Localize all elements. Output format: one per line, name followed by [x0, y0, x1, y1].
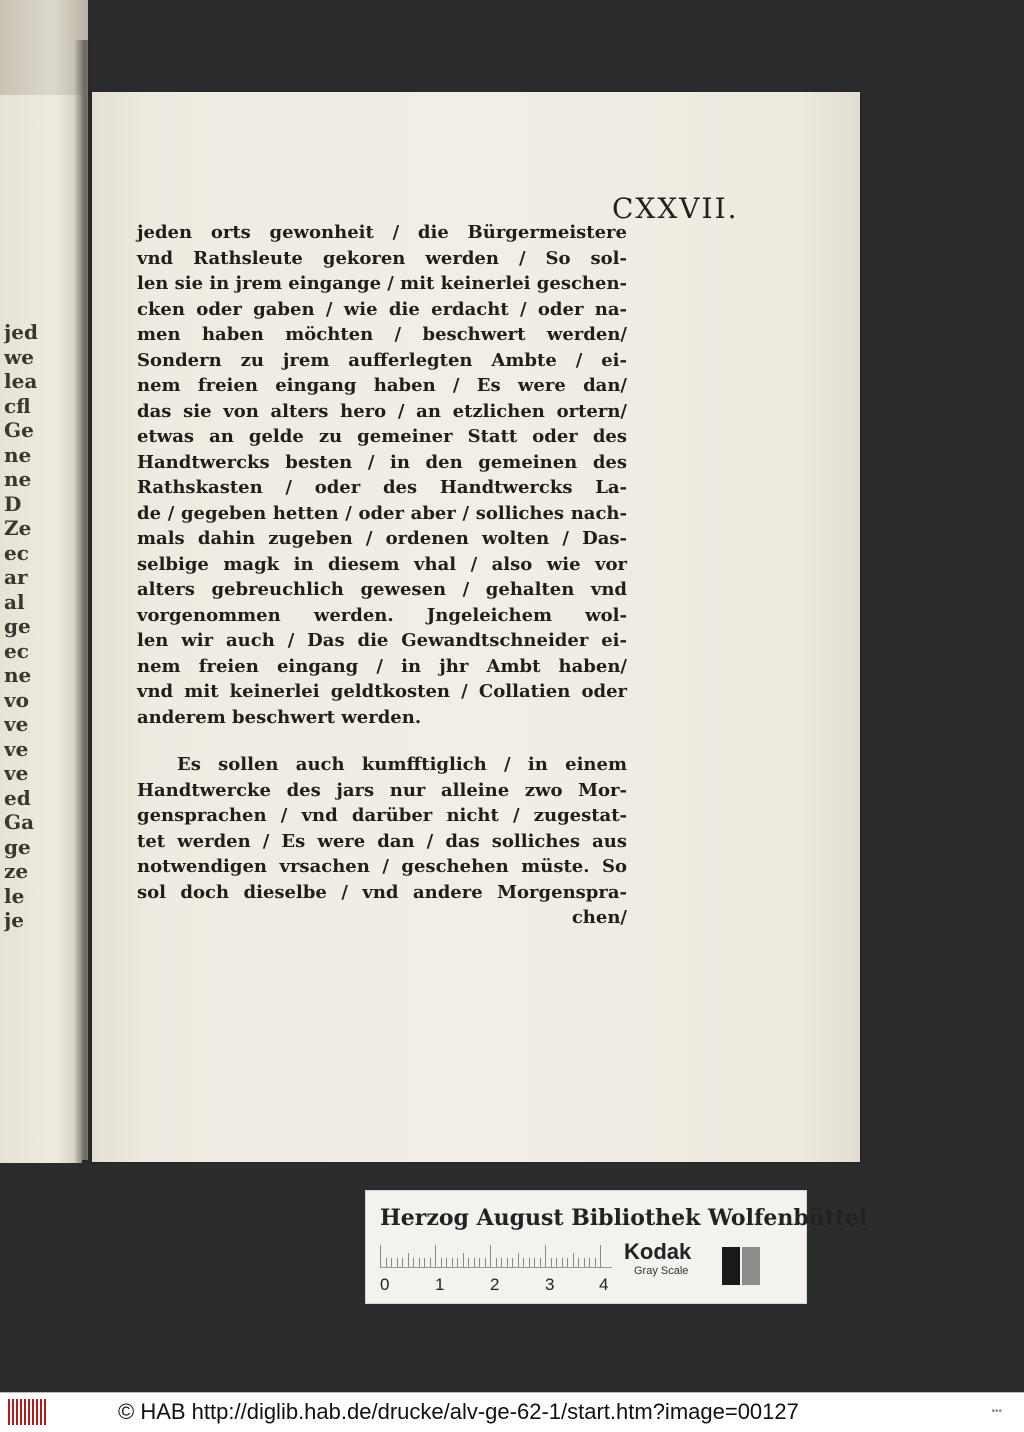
ruler-tick	[441, 1258, 442, 1267]
left-fragment: ec	[4, 638, 29, 663]
left-fragment: ge	[4, 614, 31, 638]
ruler-tick	[419, 1258, 420, 1267]
ruler-tick	[430, 1258, 431, 1267]
ruler-tick	[386, 1258, 387, 1267]
left-fragment: ve	[4, 712, 29, 736]
left-fragment: ec	[4, 540, 29, 565]
ruler-tick	[512, 1258, 513, 1267]
scale-number: 2	[490, 1275, 500, 1294]
paragraph-2	[137, 752, 627, 905]
ruler-tick	[523, 1258, 524, 1267]
footer-bar	[0, 1392, 1024, 1432]
left-fragment: Ge	[4, 418, 34, 442]
text-line: jeden orts gewonheit / die Bürgermeistere	[137, 222, 627, 243]
left-fragment: Ze	[4, 516, 32, 540]
book-page	[92, 92, 860, 1162]
left-fragment: ve	[4, 761, 29, 785]
scale-number: 0	[380, 1275, 390, 1294]
ruler-tick	[551, 1258, 552, 1267]
text-line: tet werden / Es were dan / das solliches aus	[137, 830, 627, 852]
paragraph-gap	[137, 730, 627, 752]
text-line: nem freien eingang / in jhr Ambt haben/	[137, 655, 627, 677]
left-fragment: we	[4, 344, 34, 369]
left-fragment: vo	[4, 687, 29, 712]
ruler-tick	[490, 1245, 491, 1267]
gray-swatch-dark	[722, 1247, 740, 1285]
text-line: mals dahin zugeben / ordenen wolten / Das-	[137, 528, 627, 549]
text-line: vorgenommen werden. Jngeleichem wol-	[137, 604, 627, 626]
text-line: alters gebreuchlich gewesen / gehalten vnd	[137, 579, 627, 600]
catchword: chen/	[571, 907, 627, 928]
text-line: Handtwercks besten / in den gemeinen des	[137, 451, 627, 473]
page-text-block	[137, 220, 627, 931]
text-line: etwas an gelde zu gemeiner Statt oder des	[137, 426, 627, 447]
text-line: len sie in jrem eingange / mit keinerlei geschen-	[137, 273, 628, 294]
text-line: cken oder gaben / wie die erdacht / oder na-	[137, 298, 627, 320]
ruler-tick	[518, 1253, 519, 1267]
ruler-tick	[573, 1253, 574, 1267]
left-fragment: jed	[4, 320, 38, 344]
text-line: selbige magk in diesem vhal / also wie vor	[137, 553, 627, 575]
gray-swatch-mid	[742, 1247, 760, 1285]
left-fragment: al	[4, 589, 25, 614]
ruler-tick	[501, 1258, 502, 1267]
ruler-tick	[600, 1245, 601, 1267]
text-line: Sondern zu jrem aufferlegten Ambte / ei-	[137, 349, 627, 371]
library-name: Herzog August Bibliothek Wolfenbüttel	[380, 1205, 868, 1231]
ruler-tick	[391, 1258, 392, 1267]
text-line: len wir auch / Das die Gewandtschneider ei-	[137, 630, 627, 651]
ruler-tick	[485, 1258, 486, 1267]
left-fragment: cfl	[4, 393, 31, 418]
left-fragment: ne	[4, 467, 32, 491]
scale-ruler	[380, 1243, 612, 1268]
left-fragment: ge	[4, 834, 31, 859]
left-fragment: ar	[4, 565, 28, 589]
scale-number: 3	[545, 1275, 555, 1294]
ruler-tick	[402, 1258, 403, 1267]
text-line: vnd Rathsleute gekoren werden / So sol-	[137, 247, 627, 269]
ruler-tick	[584, 1258, 585, 1267]
ruler-tick	[556, 1258, 557, 1267]
ruler-tick	[562, 1258, 563, 1267]
ruler-tick	[446, 1258, 447, 1267]
ruler-tick	[595, 1258, 596, 1267]
left-fragment: ze	[4, 859, 29, 883]
ruler-tick	[424, 1258, 425, 1267]
ruler-tick	[413, 1258, 414, 1267]
ruler-tick	[474, 1258, 475, 1267]
text-line: Handtwercke des jars nur alleine zwo Mor-	[137, 779, 627, 801]
footer-dots-icon: •••	[991, 1406, 1002, 1417]
gray-scale-caption: Gray Scale	[634, 1265, 689, 1277]
text-line: das sie von alters hero / an etzlichen ortern/	[137, 400, 627, 422]
left-fragment: ne	[4, 442, 32, 467]
text-line: gensprachen / vnd darüber nicht / zugestat-	[137, 805, 627, 826]
left-fragment: ne	[4, 663, 32, 687]
text-line: men haben möchten / beschwert werden/	[137, 324, 627, 345]
library-color-target-label	[365, 1190, 868, 1304]
left-page-text-fragments	[4, 320, 74, 933]
kodak-logo: Kodak	[624, 1239, 692, 1264]
text-line: Rathskasten / oder des Handtwercks La-	[137, 477, 627, 498]
ruler-tick	[529, 1258, 530, 1267]
ruler-tick	[534, 1258, 535, 1267]
text-line: sol doch dieselbe / vnd andere Morgenspra-	[137, 881, 627, 903]
text-line: de / gegeben hetten / oder aber / solliches nach-	[137, 502, 627, 524]
text-line: vnd mit keinerlei geldtkosten / Collatien oder	[137, 681, 627, 702]
left-fragment: D	[4, 491, 22, 516]
left-fragment: je	[4, 908, 24, 932]
paragraph-1	[137, 220, 627, 730]
ruler-tick	[468, 1258, 469, 1267]
ruler-tick	[435, 1245, 436, 1267]
ruler-tick	[463, 1253, 464, 1267]
left-fragment: ed	[4, 785, 31, 810]
footer-source-link[interactable]: © HAB http://diglib.hab.de/drucke/alv-ge-62-1/start.htm?image=00127	[118, 1399, 799, 1424]
ruler-tick	[567, 1258, 568, 1267]
ruler-tick	[397, 1258, 398, 1267]
folio-number: CXXVII.	[612, 192, 739, 225]
ruler-tick	[457, 1258, 458, 1267]
ruler-tick	[408, 1253, 409, 1267]
text-line: nem freien eingang haben / Es were dan/	[137, 375, 627, 396]
ruler-tick	[545, 1245, 546, 1267]
ruler-tick	[479, 1258, 480, 1267]
left-page-edge	[0, 95, 82, 1163]
scale-number: 1	[435, 1275, 445, 1294]
ruler-tick	[540, 1258, 541, 1267]
ruler-tick	[496, 1258, 497, 1267]
ruler-tick	[507, 1258, 508, 1267]
text-line: notwendigen vrsachen / geschehen müste. So	[137, 856, 627, 877]
ruler-tick	[452, 1258, 453, 1267]
left-fragment: le	[4, 883, 25, 908]
left-fragment: Ga	[4, 810, 35, 834]
left-fragment: ve	[4, 736, 29, 761]
left-fragment: lea	[4, 369, 38, 393]
ruler-tick	[578, 1258, 579, 1267]
hab-logo-icon	[8, 1399, 48, 1425]
text-line: anderem beschwert werden.	[137, 706, 422, 728]
scale-number: 4	[599, 1275, 609, 1294]
text-line: Es sollen auch kumfftiglich / in einem	[177, 754, 627, 775]
ruler-tick	[589, 1258, 590, 1267]
ruler-tick	[380, 1245, 381, 1267]
